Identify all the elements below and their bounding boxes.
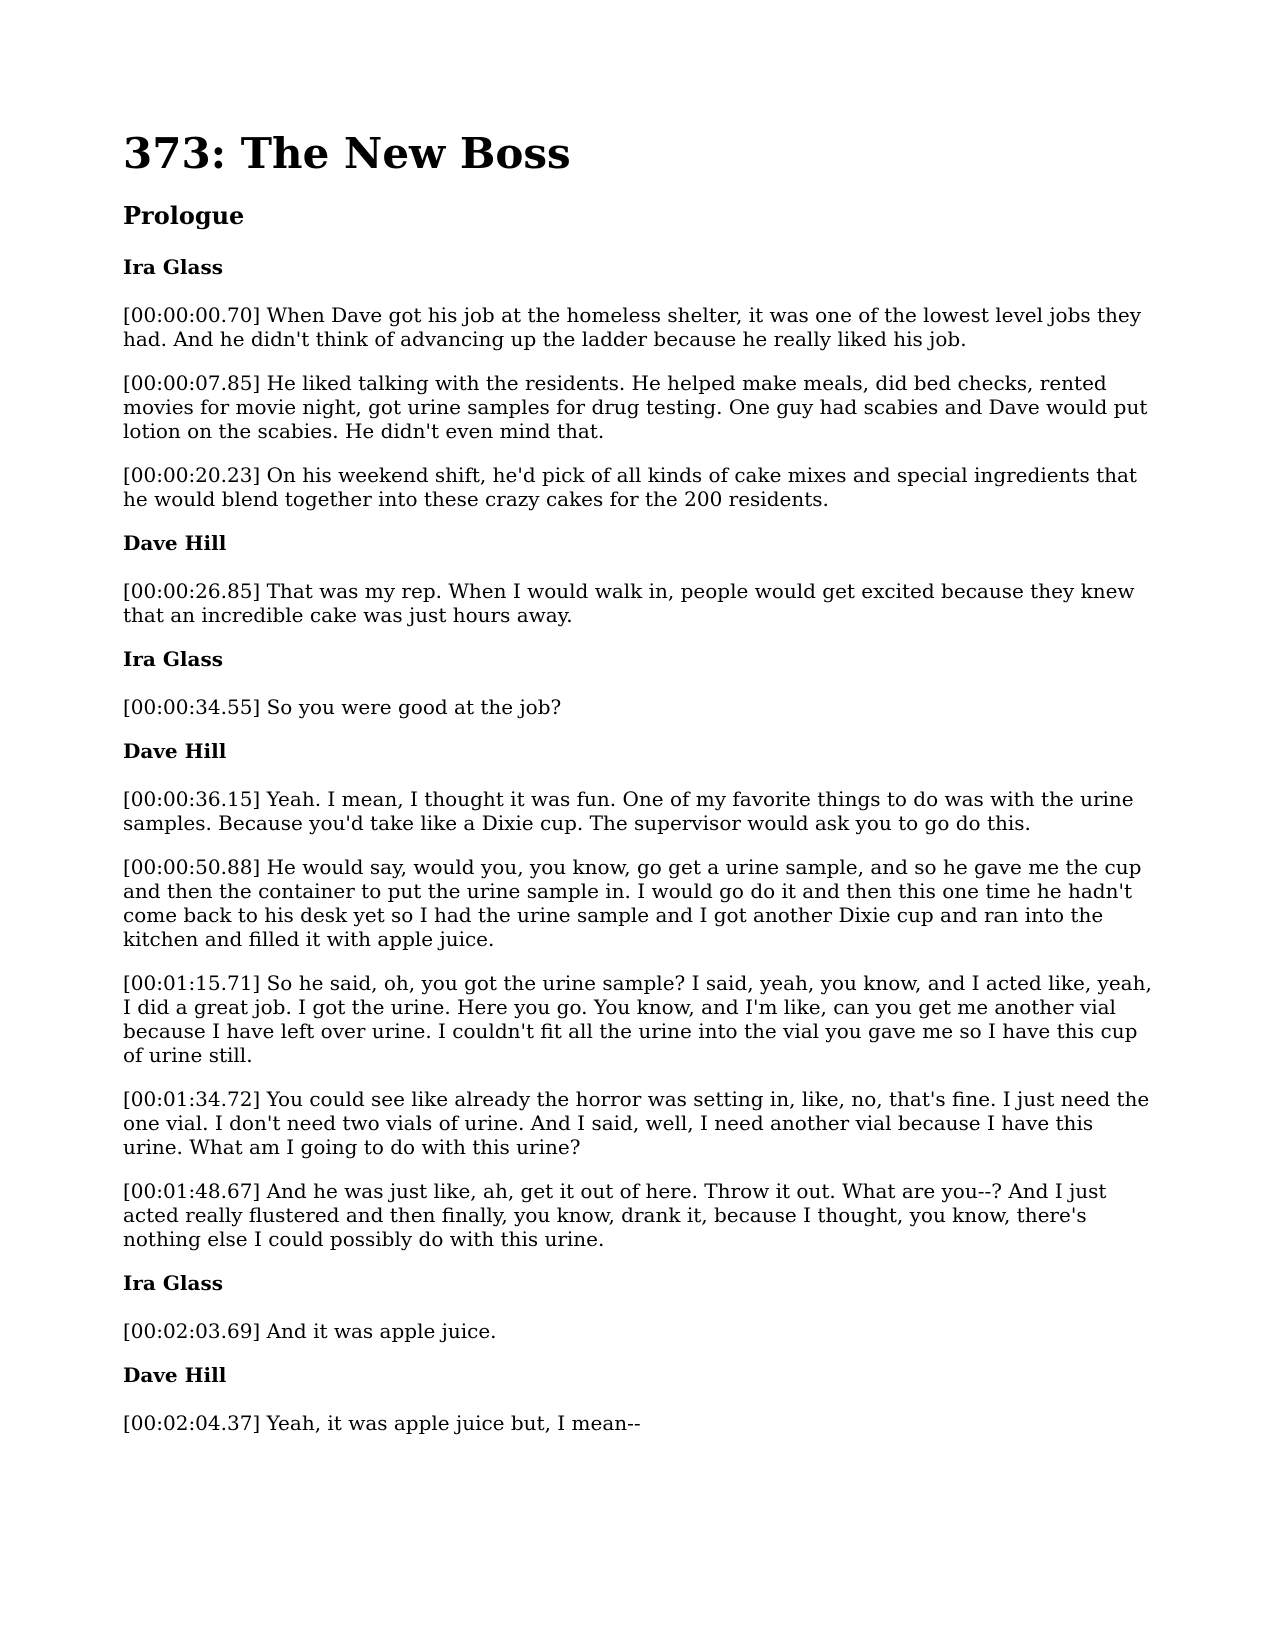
speaker-name: Dave Hill [123, 1363, 227, 1388]
speaker-block [123, 255, 1158, 511]
transcript-line: [00:00:36.15] Yeah. I mean, I thought it was fun. One of my favorite things to do was with the urine samples. Because you'd take like a Dixie cup. The supervisor would ask you to go do this. [123, 787, 1134, 836]
speaker-block [123, 647, 1158, 719]
transcript-line: [00:01:34.72] You could see like already the horror was setting in, like, no, that's fine. I just need the one vial. I don't need two vials of urine. And I said, well, I need another vial because I have this urine. What am I going to do with this urine? [123, 1087, 1150, 1160]
transcript-line: [00:00:50.88] He would say, would you, you know, go get a urine sample, and so he gave me the cup and then the container to put the urine sample in. I would go do it and then this one time he hadn't come back to his desk yet so I had the urine sample and I got another Dixie cup and ran into the kitchen and filled it with apple juice. [123, 855, 1142, 952]
speaker-block [123, 531, 1158, 627]
transcript-line: [00:00:07.85] He liked talking with the residents. He helped make meals, did bed checks, rented movies for movie night, got urine samples for drug testing. One guy had scabies and Dave would put lotion on the scabies. He didn't even mind that. [123, 371, 1148, 444]
speaker-name: Dave Hill [123, 531, 227, 556]
speaker-name: Ira Glass [123, 1271, 223, 1296]
speaker-name: Ira Glass [123, 255, 223, 280]
speaker-block [123, 1271, 1158, 1343]
speaker-block [123, 1363, 1158, 1435]
transcript-page [123, 130, 1158, 1455]
transcript-line: [00:00:00.70] When Dave got his job at the homeless shelter, it was one of the lowest level jobs they had. And he didn't think of advancing up the ladder because he really liked his job. [123, 303, 1142, 352]
section-heading: Prologue [123, 201, 245, 231]
transcript-line: [00:01:48.67] And he was just like, ah, get it out of here. Throw it out. What are you--? And I just acted really flustered and then finally, you know, drank it, because I thought, you know, there's nothing else I could possibly do with this urine. [123, 1179, 1107, 1252]
transcript-line: [00:02:04.37] Yeah, it was apple juice but, I mean-- [123, 1411, 641, 1436]
transcript-line: [00:00:26.85] That was my rep. When I would walk in, people would get excited because they knew that an incredible cake was just hours away. [123, 579, 1135, 628]
transcript-line: [00:01:15.71] So he said, oh, you got the urine sample? I said, yeah, you know, and I acted like, yeah, I did a great job. I got the urine. Here you go. You know, and I'm like, can you get me another vial because I have left over urine. I couldn't fit all the urine into the vial you gave me so I have this cup of urine still. [123, 971, 1152, 1068]
transcript-line: [00:02:03.69] And it was apple juice. [123, 1319, 497, 1344]
speaker-block [123, 739, 1158, 1251]
speaker-name: Dave Hill [123, 739, 227, 764]
transcript-line: [00:00:20.23] On his weekend shift, he'd pick of all kinds of cake mixes and special ingredients that he would blend together into these crazy cakes for the 200 residents. [123, 463, 1137, 512]
page-title: 373: The New Boss [123, 129, 571, 178]
speaker-name: Ira Glass [123, 647, 223, 672]
transcript-line: [00:00:34.55] So you were good at the job? [123, 695, 562, 720]
